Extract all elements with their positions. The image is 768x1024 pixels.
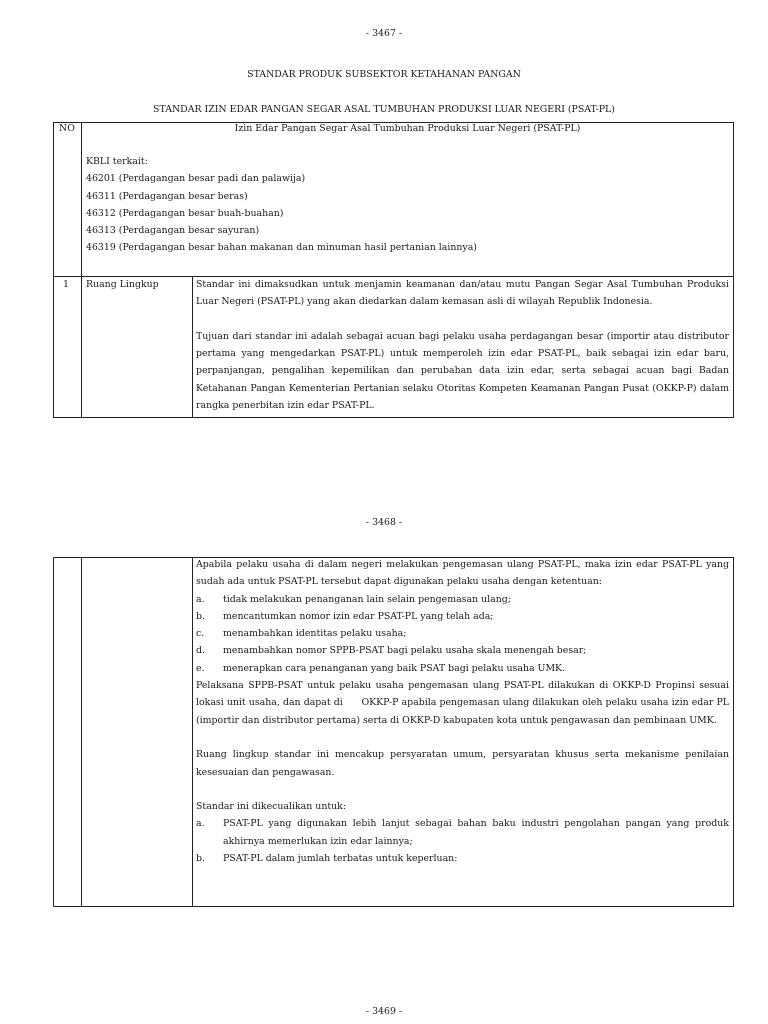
list-item: b. mencantumkan nomor izin edar PSAT-PL yang telah ada; — [196, 610, 494, 622]
kbli-item: 46312 (Perdagangan besar buah-buahan) — [86, 207, 284, 219]
repackaging-text — [196, 556, 732, 867]
kbli-item: 46319 (Perdagangan besar bahan makanan dan minuman hasil pertanian lainnya) — [86, 242, 477, 254]
list-item: d. menambahkan nomor SPPB-PSAT bagi pelaku usaha skala menengah besar; — [196, 645, 587, 657]
purpose-paragraph: Tujuan dari standar ini adalah sebagai acuan bagi pelaku usaha perdagangan besar (importir atau distributor pertama yang mengedarkan PSAT-PL) untuk memperoleh izin edar PSAT-PL, baik sebagai izin edar baru, perpanjangan, pengalihan kepemilikan dan perubahan data izin edar, serta sebagai acuan bagi Badan Ketahanan Pangan Kementerian Pertanian selaku Otoritas Kompeten Keamanan Pangan Pusat (OKKP-P) dalam rangka penerbitan izin edar PSAT-PL. — [196, 330, 729, 412]
row-number: 1 — [63, 279, 69, 290]
table-header-title: Izin Edar Pangan Segar Asal Tumbuhan Produksi Luar Negeri (PSAT-PL) — [234, 123, 581, 134]
list-item: c. menambahkan identitas pelaku usaha; — [196, 628, 407, 640]
standard-title: STANDAR IZIN EDAR PANGAN SEGAR ASAL TUMBUHAN PRODUKSI LUAR NEGERI (PSAT-PL) — [153, 104, 615, 115]
kbli-item: 46311 (Perdagangan besar beras) — [86, 190, 248, 202]
kbli-item: 46201 (Perdagangan besar padi dan palawija) — [86, 173, 306, 185]
scope-paragraph: Ruang lingkup standar ini mencakup persyaratan umum, persyaratan khusus serta mekanisme penilaian kesesuaian dan pengawasan. — [196, 749, 729, 778]
scope-paragraph: Standar ini dimaksudkan untuk menjamin keamanan dan/atau mutu Pangan Segar Asal Tumbuhan Produksi Luar Negeri (PSAT-PL) yang akan diedarkan dalam kemasan asli di wilayah Republik Indonesia. — [196, 279, 729, 308]
list-item: e. menerapkan cara penanganan yang baik PSAT bagi pelaku usaha UMK. — [196, 662, 566, 674]
repackaging-intro: Apabila pelaku usaha di dalam negeri melakukan pengemasan ulang PSAT-PL, maka izin edar PSAT-PL yang sudah ada untuk PSAT-PL tersebut dapat digunakan pelaku usaha dengan ketentuan: — [196, 559, 729, 588]
page-number: - 3468 - — [365, 517, 403, 528]
kbli-label: KBLI terkait: — [86, 156, 148, 167]
page-number: - 3469 - — [365, 1006, 403, 1017]
list-item: b. PSAT-PL dalam jumlah terbatas untuk keperluan: — [196, 853, 458, 865]
kbli-item: 46313 (Perdagangan besar sayuran) — [86, 225, 260, 237]
kbli-section — [86, 153, 726, 257]
list-item: a. PSAT-PL yang digunakan lebih lanjut sebagai bahan baku industri pengolahan pangan yang produk akhirnya memerlukan izin edar lainnya; — [196, 818, 729, 847]
scope-text — [196, 276, 729, 414]
page-number: - 3467 - — [365, 28, 403, 39]
row-label: Ruang Lingkup — [86, 279, 159, 290]
column-header-no: NO — [59, 123, 75, 134]
exception-label: Standar ini dikecualikan untuk: — [196, 801, 346, 813]
list-item: a. tidak melakukan penanganan lain selain pengemasan ulang; — [196, 593, 511, 605]
document-heading: STANDAR PRODUK SUBSEKTOR KETAHANAN PANGAN — [247, 69, 521, 80]
pelaksana-paragraph: Pelaksana SPPB-PSAT untuk pelaku usaha pengemasan ulang PSAT-PL dilakukan di OKKP-D Propinsi sesuai lokasi unit usaha, dan dapat di OKKP-P apabila pengemasan ulang dilakukan oleh pelaku usaha izin edar PL (importir dan distributor pertama) serta di OKKP-D kabupaten kota untuk pengawasan dan pembinaan UMK. — [196, 680, 732, 726]
